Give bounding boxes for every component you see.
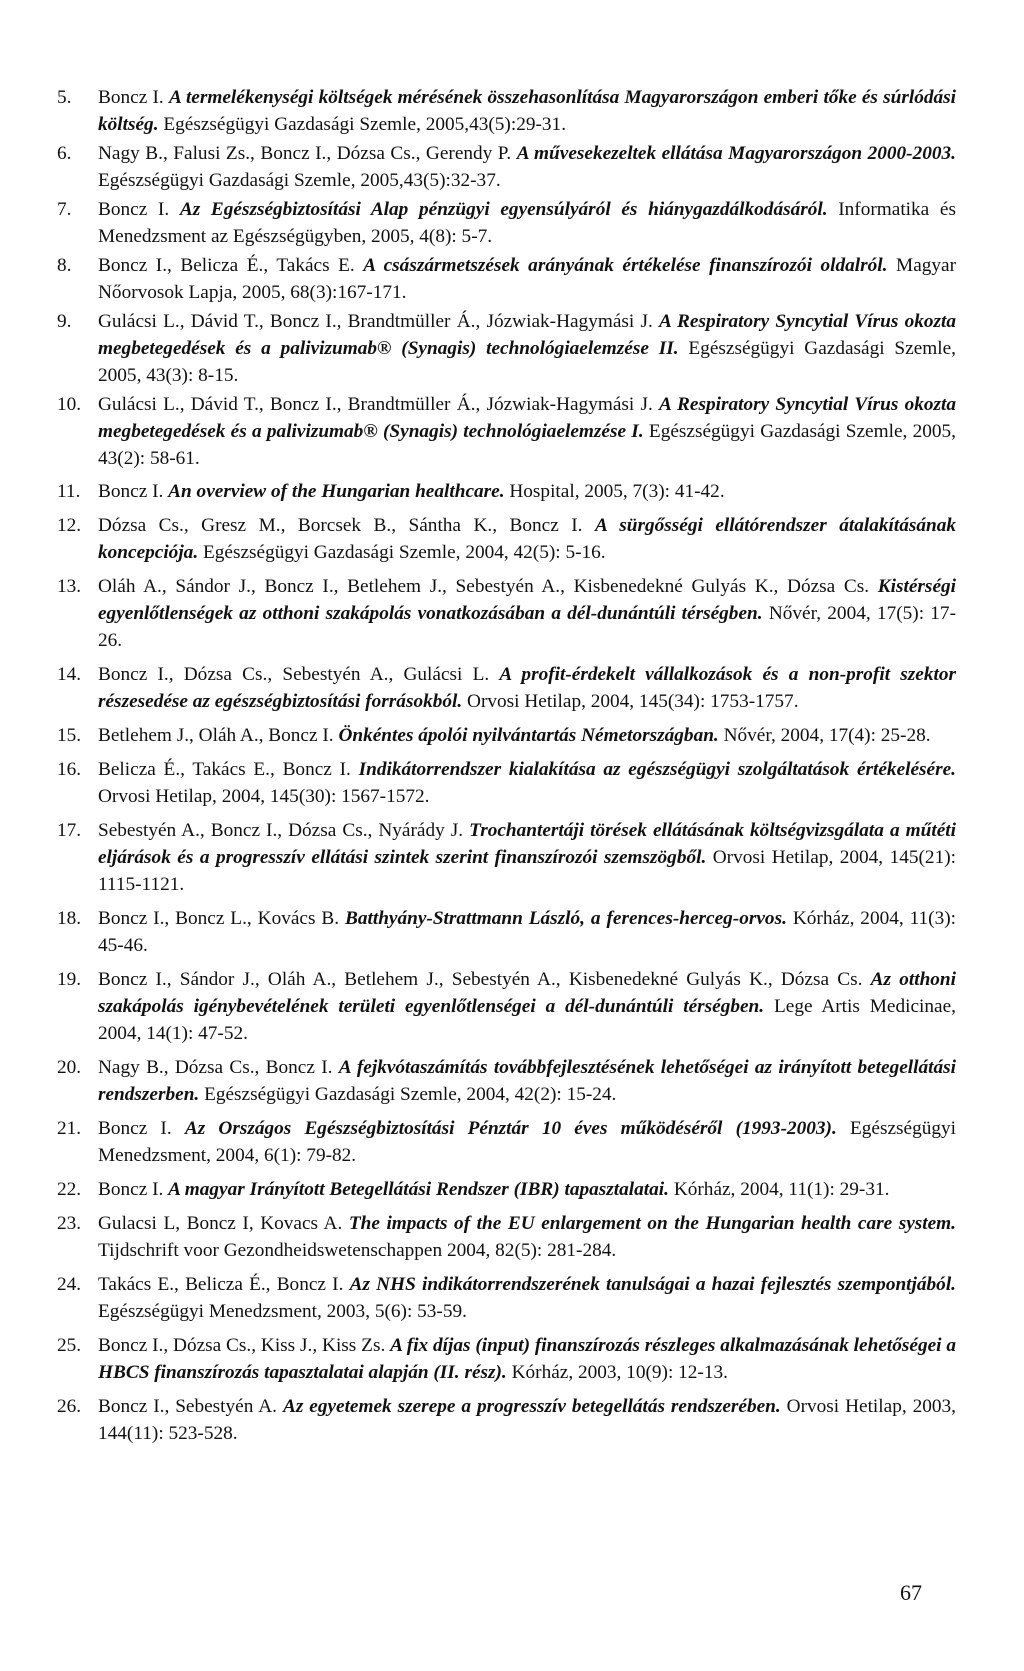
reference-title: Az NHS indikátorrendszerének tanulságai a hazai fejlesztés szempontjából. <box>349 1274 956 1295</box>
reference-source: Tijdschrift voor Gezondheidswetenschappen 2004, 82(5): 281-284. <box>98 1240 617 1261</box>
reference-item <box>0 1054 1024 1108</box>
reference-title: An overview of the Hungarian healthcare. <box>168 481 505 502</box>
reference-number: 14. <box>57 664 82 685</box>
reference-item <box>0 1210 1024 1264</box>
reference-authors: Gulácsi L., Dávid T., Boncz I., Brandtmüller Á., Józwiak-Hagymási J. <box>98 394 653 415</box>
reference-source: Egészségügyi Gazdasági Szemle, 2004, 42(2): 15-24. <box>204 1084 617 1105</box>
reference-item <box>0 1393 1024 1447</box>
reference-source: Egészségügyi Gazdasági Szemle, 2005,43(5):29-31. <box>163 114 567 135</box>
reference-source: Orvosi Hetilap, 2003, 144(11): 523-528. <box>98 1396 956 1444</box>
reference-source: Orvosi Hetilap, 2004, 145(30): 1567-1572. <box>98 786 430 807</box>
reference-title: Trochantertáji törések ellátásának költségvizsgálata a műtéti eljárások és a progresszív ellátási szintek szerint finanszírozói szemszögből. <box>98 820 956 868</box>
reference-number: 24. <box>57 1274 82 1295</box>
reference-source: Informatika és Menedzsment az Egészségügyben, 2005, 4(8): 5-7. <box>98 199 956 247</box>
reference-item <box>0 1176 1024 1203</box>
reference-number: 26. <box>57 1396 82 1417</box>
reference-number: 5. <box>57 87 72 108</box>
reference-title: A termelékenységi költségek mérésének összehasonlítása Magyarországon emberi tőke és súrlódási költség. <box>98 87 956 135</box>
reference-source: Lege Artis Medicinae, 2004, 14(1): 47-52. <box>98 996 956 1044</box>
reference-source: Magyar Nőorvosok Lapja, 2005, 68(3):167-171. <box>98 255 957 303</box>
reference-number: 12. <box>57 515 82 536</box>
reference-item <box>0 756 1024 810</box>
reference-source: Kórház, 2004, 11(3): 45-46. <box>98 908 957 956</box>
reference-authors: Sebestyén A., Boncz I., Dózsa Cs., Nyárády J. <box>98 820 464 841</box>
reference-item <box>0 308 1024 389</box>
reference-authors: Dózsa Cs., Gresz M., Borcsek B., Sántha K., Boncz I. <box>98 515 583 536</box>
reference-source: Kórház, 2004, 11(1): 29-31. <box>673 1179 890 1200</box>
reference-authors: Nagy B., Dózsa Cs., Boncz I. <box>98 1057 333 1078</box>
reference-authors: Boncz I., Dózsa Cs., Sebestyén A., Gulácsi L. <box>98 664 490 685</box>
reference-authors: Boncz I., Belicza É., Takács E. <box>98 255 355 276</box>
reference-number: 17. <box>57 820 82 841</box>
reference-number: 9. <box>57 311 72 332</box>
reference-item <box>0 1271 1024 1325</box>
reference-title: A sürgősségi ellátórendszer átalakításának koncepciója. <box>98 515 957 563</box>
reference-authors: Belicza É., Takács E., Boncz I. <box>98 759 351 780</box>
reference-list <box>0 84 1024 1447</box>
reference-source: Egészségügyi Gazdasági Szemle, 2005,43(5):32-37. <box>98 170 501 191</box>
reference-source: Egészségügyi Menedzsment, 2004, 6(1): 79-82. <box>98 1118 957 1166</box>
reference-title: Az egyetemek szerepe a progresszív betegellátás rendszerében. <box>282 1396 781 1417</box>
reference-number: 18. <box>57 908 82 929</box>
reference-authors: Nagy B., Falusi Zs., Boncz I., Dózsa Cs., Gerendy P. <box>98 143 512 164</box>
reference-number: 16. <box>57 759 82 780</box>
reference-item <box>0 722 1024 749</box>
reference-number: 23. <box>57 1213 82 1234</box>
reference-item <box>0 252 1024 306</box>
reference-item <box>0 478 1024 505</box>
reference-number: 15. <box>57 725 82 746</box>
reference-title: Az Egészségbiztosítási Alap pénzügyi egyensúlyáról és hiánygazdálkodásáról. <box>179 199 828 220</box>
reference-title: Kistérségi egyenlőtlenségek az otthoni szakápolás vonatkozásában a dél-dunántúli térségben. <box>98 576 956 624</box>
reference-item <box>0 1332 1024 1386</box>
reference-item <box>0 196 1024 250</box>
reference-source: Nővér, 2004, 17(4): 25-28. <box>723 725 931 746</box>
page-number: 67 <box>900 1580 922 1605</box>
reference-authors: Takács E., Belicza É., Boncz I. <box>98 1274 344 1295</box>
reference-title: A fejkvótaszámítás továbbfejlesztésének lehetőségei az irányított betegellátási rendszerben. <box>98 1057 956 1105</box>
reference-source: Kórház, 2003, 10(9): 12-13. <box>511 1362 728 1383</box>
reference-item <box>0 1115 1024 1169</box>
reference-number: 22. <box>57 1179 82 1200</box>
reference-authors: Boncz I., Sándor J., Oláh A., Betlehem J., Sebestyén A., Kisbenedekné Gulyás K., Dózsa Cs. <box>98 969 863 990</box>
reference-authors: Gulácsi L., Dávid T., Boncz I., Brandtmüller Á., Józwiak-Hagymási J. <box>98 311 653 332</box>
reference-authors: Boncz I. <box>98 1118 172 1139</box>
reference-number: 10. <box>57 394 82 415</box>
reference-source: Egészségügyi Menedzsment, 2003, 5(6): 53-59. <box>98 1301 467 1322</box>
reference-authors: Betlehem J., Oláh A., Boncz I. <box>98 725 334 746</box>
reference-title: A profit-érdekelt vállalkozások és a non-profit szektor részesedése az egészségbiztosítási forrásokból. <box>98 664 956 712</box>
reference-authors: Boncz I., Dózsa Cs., Kiss J., Kiss Zs. <box>98 1335 386 1356</box>
reference-source: Orvosi Hetilap, 2004, 145(34): 1753-1757. <box>467 691 799 712</box>
reference-title: Önkéntes ápolói nyilvántartás Németországban. <box>338 725 719 746</box>
reference-source: Orvosi Hetilap, 2004, 145(21): 1115-1121. <box>98 847 956 895</box>
reference-item <box>0 905 1024 959</box>
reference-item <box>0 84 1024 138</box>
reference-number: 6. <box>57 143 72 164</box>
reference-authors: Boncz I. <box>98 1179 164 1200</box>
reference-item <box>0 817 1024 898</box>
reference-authors: Boncz I. <box>98 199 170 220</box>
reference-number: 20. <box>57 1057 82 1078</box>
reference-authors: Boncz I. <box>98 481 164 502</box>
reference-item <box>0 573 1024 654</box>
reference-title: A magyar Irányított Betegellátási Rendszer (IBR) tapasztalatai. <box>168 1179 669 1200</box>
reference-source: Hospital, 2005, 7(3): 41-42. <box>509 481 725 502</box>
reference-title: Batthyány-Strattmann László, a ferences-herceg-orvos. <box>344 908 787 929</box>
reference-number: 7. <box>57 199 72 220</box>
reference-item <box>0 661 1024 715</box>
reference-authors: Boncz I. <box>98 87 164 108</box>
reference-authors: Oláh A., Sándor J., Boncz I., Betlehem J., Sebestyén A., Kisbenedekné Gulyás K., Dózsa Cs. <box>98 576 870 597</box>
reference-title: The impacts of the EU enlargement on the Hungarian health care system. <box>348 1213 956 1234</box>
reference-number: 8. <box>57 255 72 276</box>
reference-title: A művesekezeltek ellátása Magyarországon 2000-2003. <box>516 143 956 164</box>
reference-number: 25. <box>57 1335 82 1356</box>
reference-title: Indikátorrendszer kialakítása az egészségügyi szolgáltatások értékelésére. <box>358 759 956 780</box>
reference-number: 21. <box>57 1118 82 1139</box>
reference-number: 11. <box>57 481 81 502</box>
reference-authors: Boncz I., Sebestyén A. <box>98 1396 277 1417</box>
reference-source: Nővér, 2004, 17(5): 17-26. <box>98 603 956 651</box>
reference-authors: Gulacsi L, Boncz I, Kovacs A. <box>98 1213 343 1234</box>
reference-authors: Boncz I., Boncz L., Kovács B. <box>98 908 340 929</box>
reference-item <box>0 140 1024 194</box>
reference-item <box>0 512 1024 566</box>
reference-item <box>0 966 1024 1047</box>
reference-title: A Respiratory Syncytial Vírus okozta megbetegedések és a palivizumab® (Synagis) technológiaelemzése I. <box>98 394 956 442</box>
reference-number: 19. <box>57 969 82 990</box>
reference-title: A Respiratory Syncytial Vírus okozta megbetegedések és a palivizumab® (Synagis) technológiaelemzése II. <box>98 311 956 359</box>
reference-source: Egészségügyi Gazdasági Szemle, 2005, 43(2): 58-61. <box>98 421 956 469</box>
reference-source: Egészségügyi Gazdasági Szemle, 2005, 43(3): 8-15. <box>98 338 956 386</box>
reference-title: Az Országos Egészségbiztosítási Pénztár 10 éves működéséről (1993-2003). <box>184 1118 837 1139</box>
reference-title: Az otthoni szakápolás igénybevételének területi egyenlőtlenségei a dél-dunántúli térségben. <box>98 969 957 1017</box>
reference-number: 13. <box>57 576 82 597</box>
reference-item <box>0 391 1024 472</box>
reference-title: A fix díjas (input) finanszírozás részleges alkalmazásának lehetőségei a HBCS finanszírozás tapasztalatai alapján (II. rész). <box>98 1335 956 1383</box>
reference-source: Egészségügyi Gazdasági Szemle, 2004, 42(5): 5-16. <box>202 542 606 563</box>
reference-title: A császármetszések arányának értékelése finanszírozói oldalról. <box>363 255 888 276</box>
